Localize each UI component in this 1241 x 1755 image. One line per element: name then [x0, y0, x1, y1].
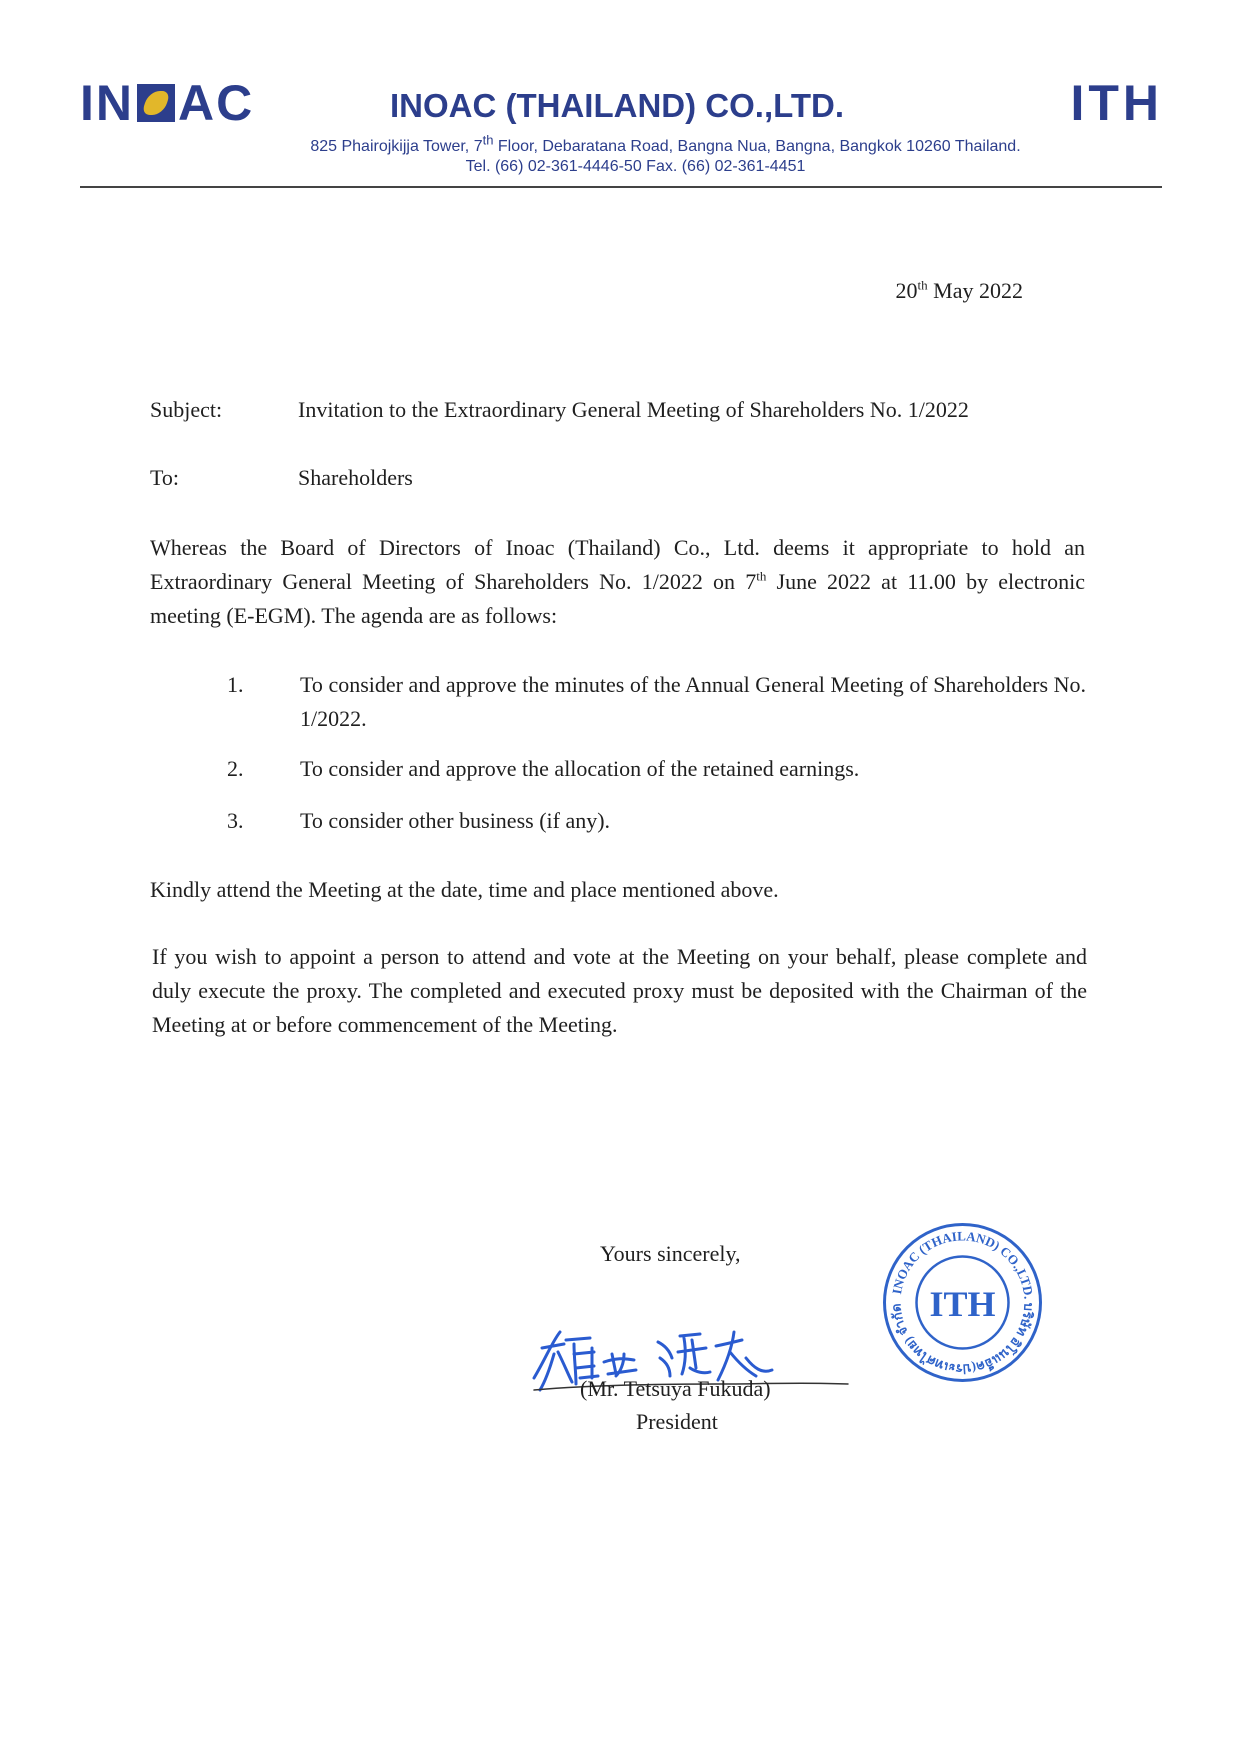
company-seal-stamp: [880, 1220, 1045, 1385]
intro-part-1: Whereas the Board of Directors of Inoac (Thailand) Co., Ltd. deems it appropriate to hold an Extraordinary General Meeting of Shareholders No. 1/2022 on 7: [150, 535, 1085, 594]
to-label: To:: [150, 465, 180, 490]
subject-text: Invitation to the Extraordinary General Meeting of Shareholders No. 1/2022: [298, 397, 969, 422]
address-part-1: 825 Phairojkijja Tower, 7: [310, 138, 483, 155]
company-name: INOAC (THAILAND) CO.,LTD.: [390, 87, 844, 124]
signatory-title: President: [636, 1409, 718, 1434]
intro-part-2: June 2022 at 11.00 by electronic meeting (E-EGM). The agenda are as follows:: [150, 569, 1085, 628]
seal-ring-text: INOAC (THAILAND) CO.,LTD. บริษัท อิโนแอ็ค(ประเทศไทย) จำกัด: [888, 1228, 1037, 1377]
attend-note: Kindly attend the Meeting at the date, time and place mentioned above.: [150, 877, 779, 902]
ith-logo: ITH: [1070, 75, 1163, 131]
letterhead-divider: [80, 186, 1162, 188]
address-part-2: Floor, Debaratana Road, Bangna Nua, Bangna, Bangkok 10260 Thailand.: [493, 138, 1021, 155]
letter-date: [896, 274, 1023, 308]
agenda-text: To consider other business (if any).: [300, 808, 611, 833]
date-day-sup: th: [917, 277, 928, 293]
date-rest: May 2022: [927, 278, 1023, 303]
agenda-number: 1.: [227, 672, 244, 697]
agenda-text: To consider and approve the minutes of the Annual General Meeting of Shareholders No. 1/2022.: [300, 672, 1086, 731]
subject-label: Subject:: [150, 397, 223, 422]
intro-paragraph: [150, 531, 1085, 633]
signatory-name: (Mr. Tetsuya Fukuda): [580, 1376, 771, 1401]
inoac-logo: [80, 75, 255, 131]
agenda-text: To consider and approve the allocation of the retained earnings.: [300, 756, 860, 781]
address-floor-sup: th: [482, 132, 494, 148]
address-line: [0, 132, 1241, 157]
closing-salutation: Yours sincerely,: [600, 1241, 741, 1266]
to-recipient: Shareholders: [298, 465, 413, 490]
seal-center-text: ITH: [929, 1284, 996, 1324]
date-day: 20: [895, 278, 918, 303]
agenda-number: 3.: [227, 808, 244, 833]
company-address-block: [0, 132, 1241, 177]
contact-line: Tel. (66) 02-361-4446-50 Fax. (66) 02-361-4451: [465, 158, 806, 175]
agenda-number: 2.: [227, 756, 244, 781]
logo-o-emblem-icon: [137, 84, 175, 122]
proxy-note: If you wish to appoint a person to attend and vote at the Meeting on your behalf, please complete and duly execute the proxy. The completed and executed proxy must be deposited with the Chairman of the Meeting at or before commencement of the Meeting.: [152, 944, 1087, 1037]
intro-date-sup: th: [756, 568, 767, 584]
logo-suffix: AC: [178, 75, 255, 131]
logo-prefix: IN: [80, 75, 134, 131]
